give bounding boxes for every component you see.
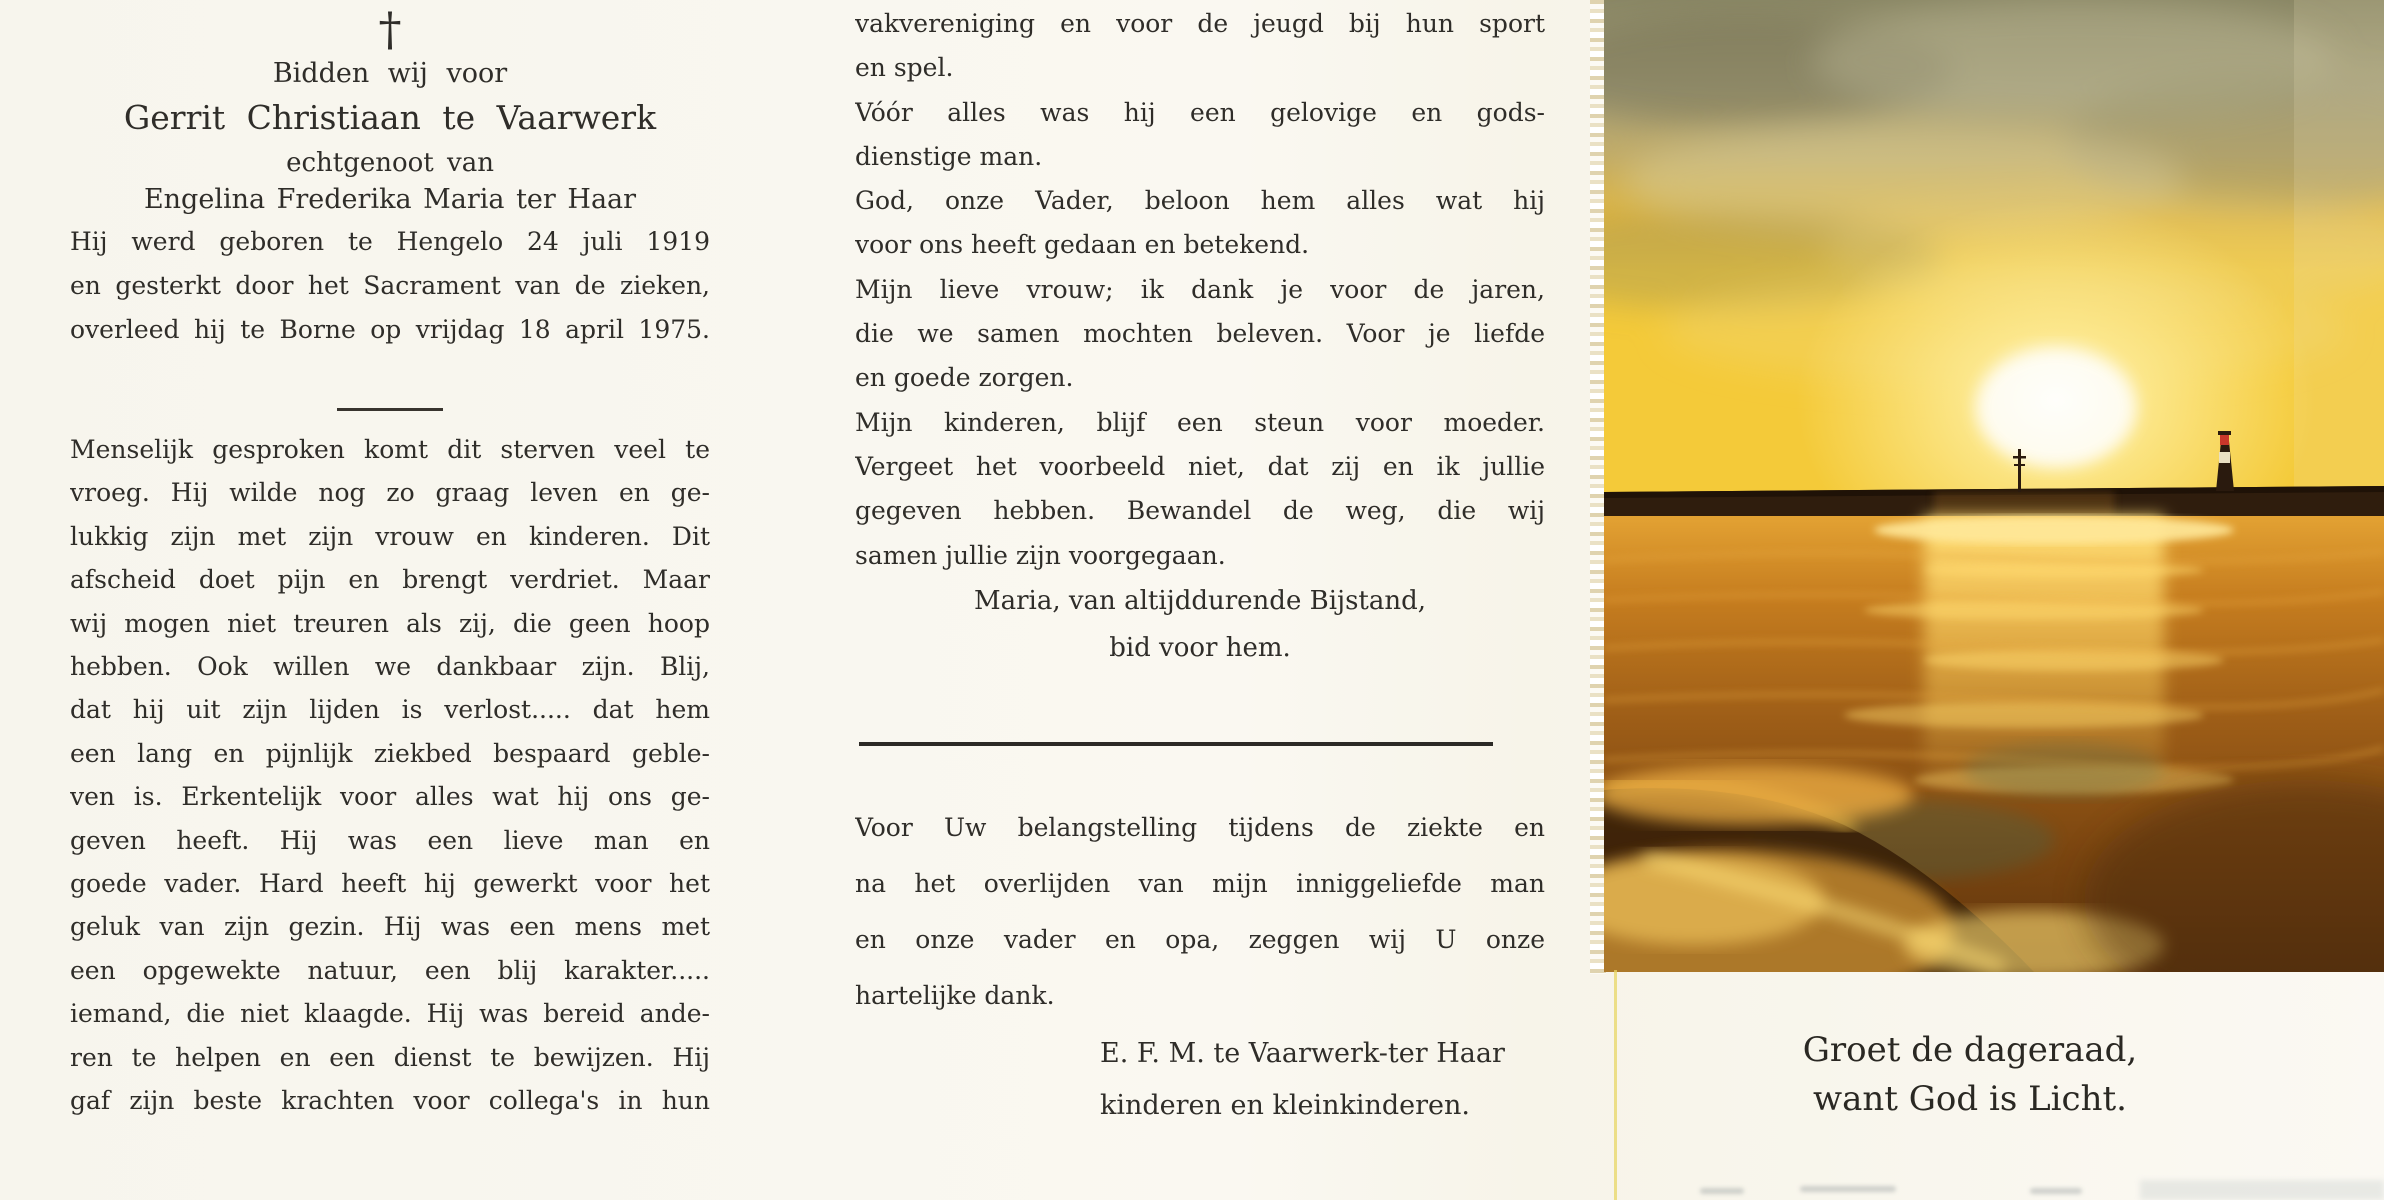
text-line: ven is. Erkentelijk voor alles wat hij ons ge- [70,782,710,812]
deceased-name: Gerrit Christiaan te Vaarwerk [123,98,657,137]
text-line: geven heeft. Hij was een lieve man en [70,825,710,855]
scan-smudge [1700,1188,1744,1194]
cross-icon: † [378,2,402,56]
scan-smudge [1800,1186,1896,1192]
text-line: hartelijke dank. [855,981,1055,1010]
intro-text: Bidden wij voor [272,58,508,89]
relation-text: echtgenoot van [286,148,494,178]
text-line: vroeg. Hij wilde nog zo graag leven en ge- [70,478,710,508]
text-line: een opgewekte natuur, een blij karakter..... [70,955,710,985]
photo-caption [1620,1026,2320,1124]
right-page [1604,0,2384,972]
text-line: een lang en pijnlijk ziekbed bespaard geble- [70,738,710,768]
acknowledgement-paragraph [855,800,1545,1024]
scan-corner-band [2140,1180,2384,1200]
text-line: Vergeet het voorbeeld niet, dat zij en ik jullie [855,451,1545,481]
fold-crease-line [1614,970,1617,1200]
text-line: goede vader. Hard heeft hij gewerkt voor het [70,869,710,899]
text-line: bid voor hem. [1109,633,1291,663]
text-line: Hij werd geboren te Hengelo 24 juli 1919 [70,227,710,256]
text-line: want God is Licht. [1813,1079,2127,1119]
text-line: en onze vader en opa, zeggen wij U onze [855,925,1545,954]
text-line: lukkig zijn met zijn vrouw en kinderen. Dit [70,521,710,551]
text-line: gegeven hebben. Bewandel de weg, die wij [855,496,1545,526]
text-line: dienstige man. [855,141,1043,171]
text-line: dat hij uit zijn lijden is verlost..... dat hem [70,695,710,725]
text-line: overleed hij te Borne op vrijdag 18 april 1975. [70,315,710,344]
text-line: iemand, die niet klaagde. Hij was bereid ande- [70,999,710,1029]
text-line: hebben. Ook willen we dankbaar zijn. Blij, [70,652,710,682]
text-line: samen jullie zijn voorgegaan. [855,540,1226,570]
memorial-paragraph [70,428,710,1123]
text-line: Menselijk gesproken komt dit sterven veel te [70,435,710,464]
middle-page [855,0,1545,1200]
text-line: kinderen en kleinkinderen. [1100,1090,1470,1121]
text-line: wij mogen niet treuren als zij, die geen hoop [70,608,710,638]
scan-smudge [2030,1188,2082,1194]
text-line: Maria, van altijddurende Bijstand, [973,586,1427,616]
text-line: ren te helpen en een dienst te bewijzen. Hij [70,1042,710,1072]
text-line: die we samen mochten beleven. Voor je liefde [855,319,1545,349]
text-line: Groet de dageraad, [1802,1030,2138,1070]
text-line: E. F. M. te Vaarwerk-ter Haar [1100,1038,1505,1069]
prayer-invocation [855,578,1545,672]
horizontal-rule [859,742,1493,746]
spouse-name: Engelina Frederika Maria ter Haar [143,184,637,215]
text-line: en goede zorgen. [855,363,1074,393]
text-line: voor ons heeft gedaan en betekend. [855,230,1310,260]
text-line: God, onze Vader, beloon hem alles wat hij [855,186,1545,216]
text-line: Mijn kinderen, blijf een steun voor moeder. [855,407,1545,437]
text-line: Vóór alles was hij een gelovige en gods- [855,97,1545,127]
signature-block [1100,1028,1545,1132]
text-line: Voor Uw belangstelling tijdens de ziekte en [855,813,1545,842]
memorial-paragraph-continued [855,2,1545,578]
text-line: geluk van zijn gezin. Hij was een mens met [70,912,710,942]
text-line: afscheid doet pijn en brengt verdriet. Maar [70,565,710,595]
left-page [70,0,710,1200]
text-line: Mijn lieve vrouw; ik dank je voor de jaren, [855,274,1545,304]
text-line: na het overlijden van mijn inniggeliefde man [855,869,1545,898]
text-line: vakvereniging en voor de jeugd bij hun sport [855,9,1545,38]
text-line: en gesterkt door het Sacrament van de zieken, [70,271,710,300]
birth-death-block [70,220,710,352]
sunset-photo [1604,0,2384,972]
text-line: en spel. [855,53,954,83]
text-line: gaf zijn beste krachten voor collega's in hun [70,1086,710,1116]
short-divider [337,408,443,411]
